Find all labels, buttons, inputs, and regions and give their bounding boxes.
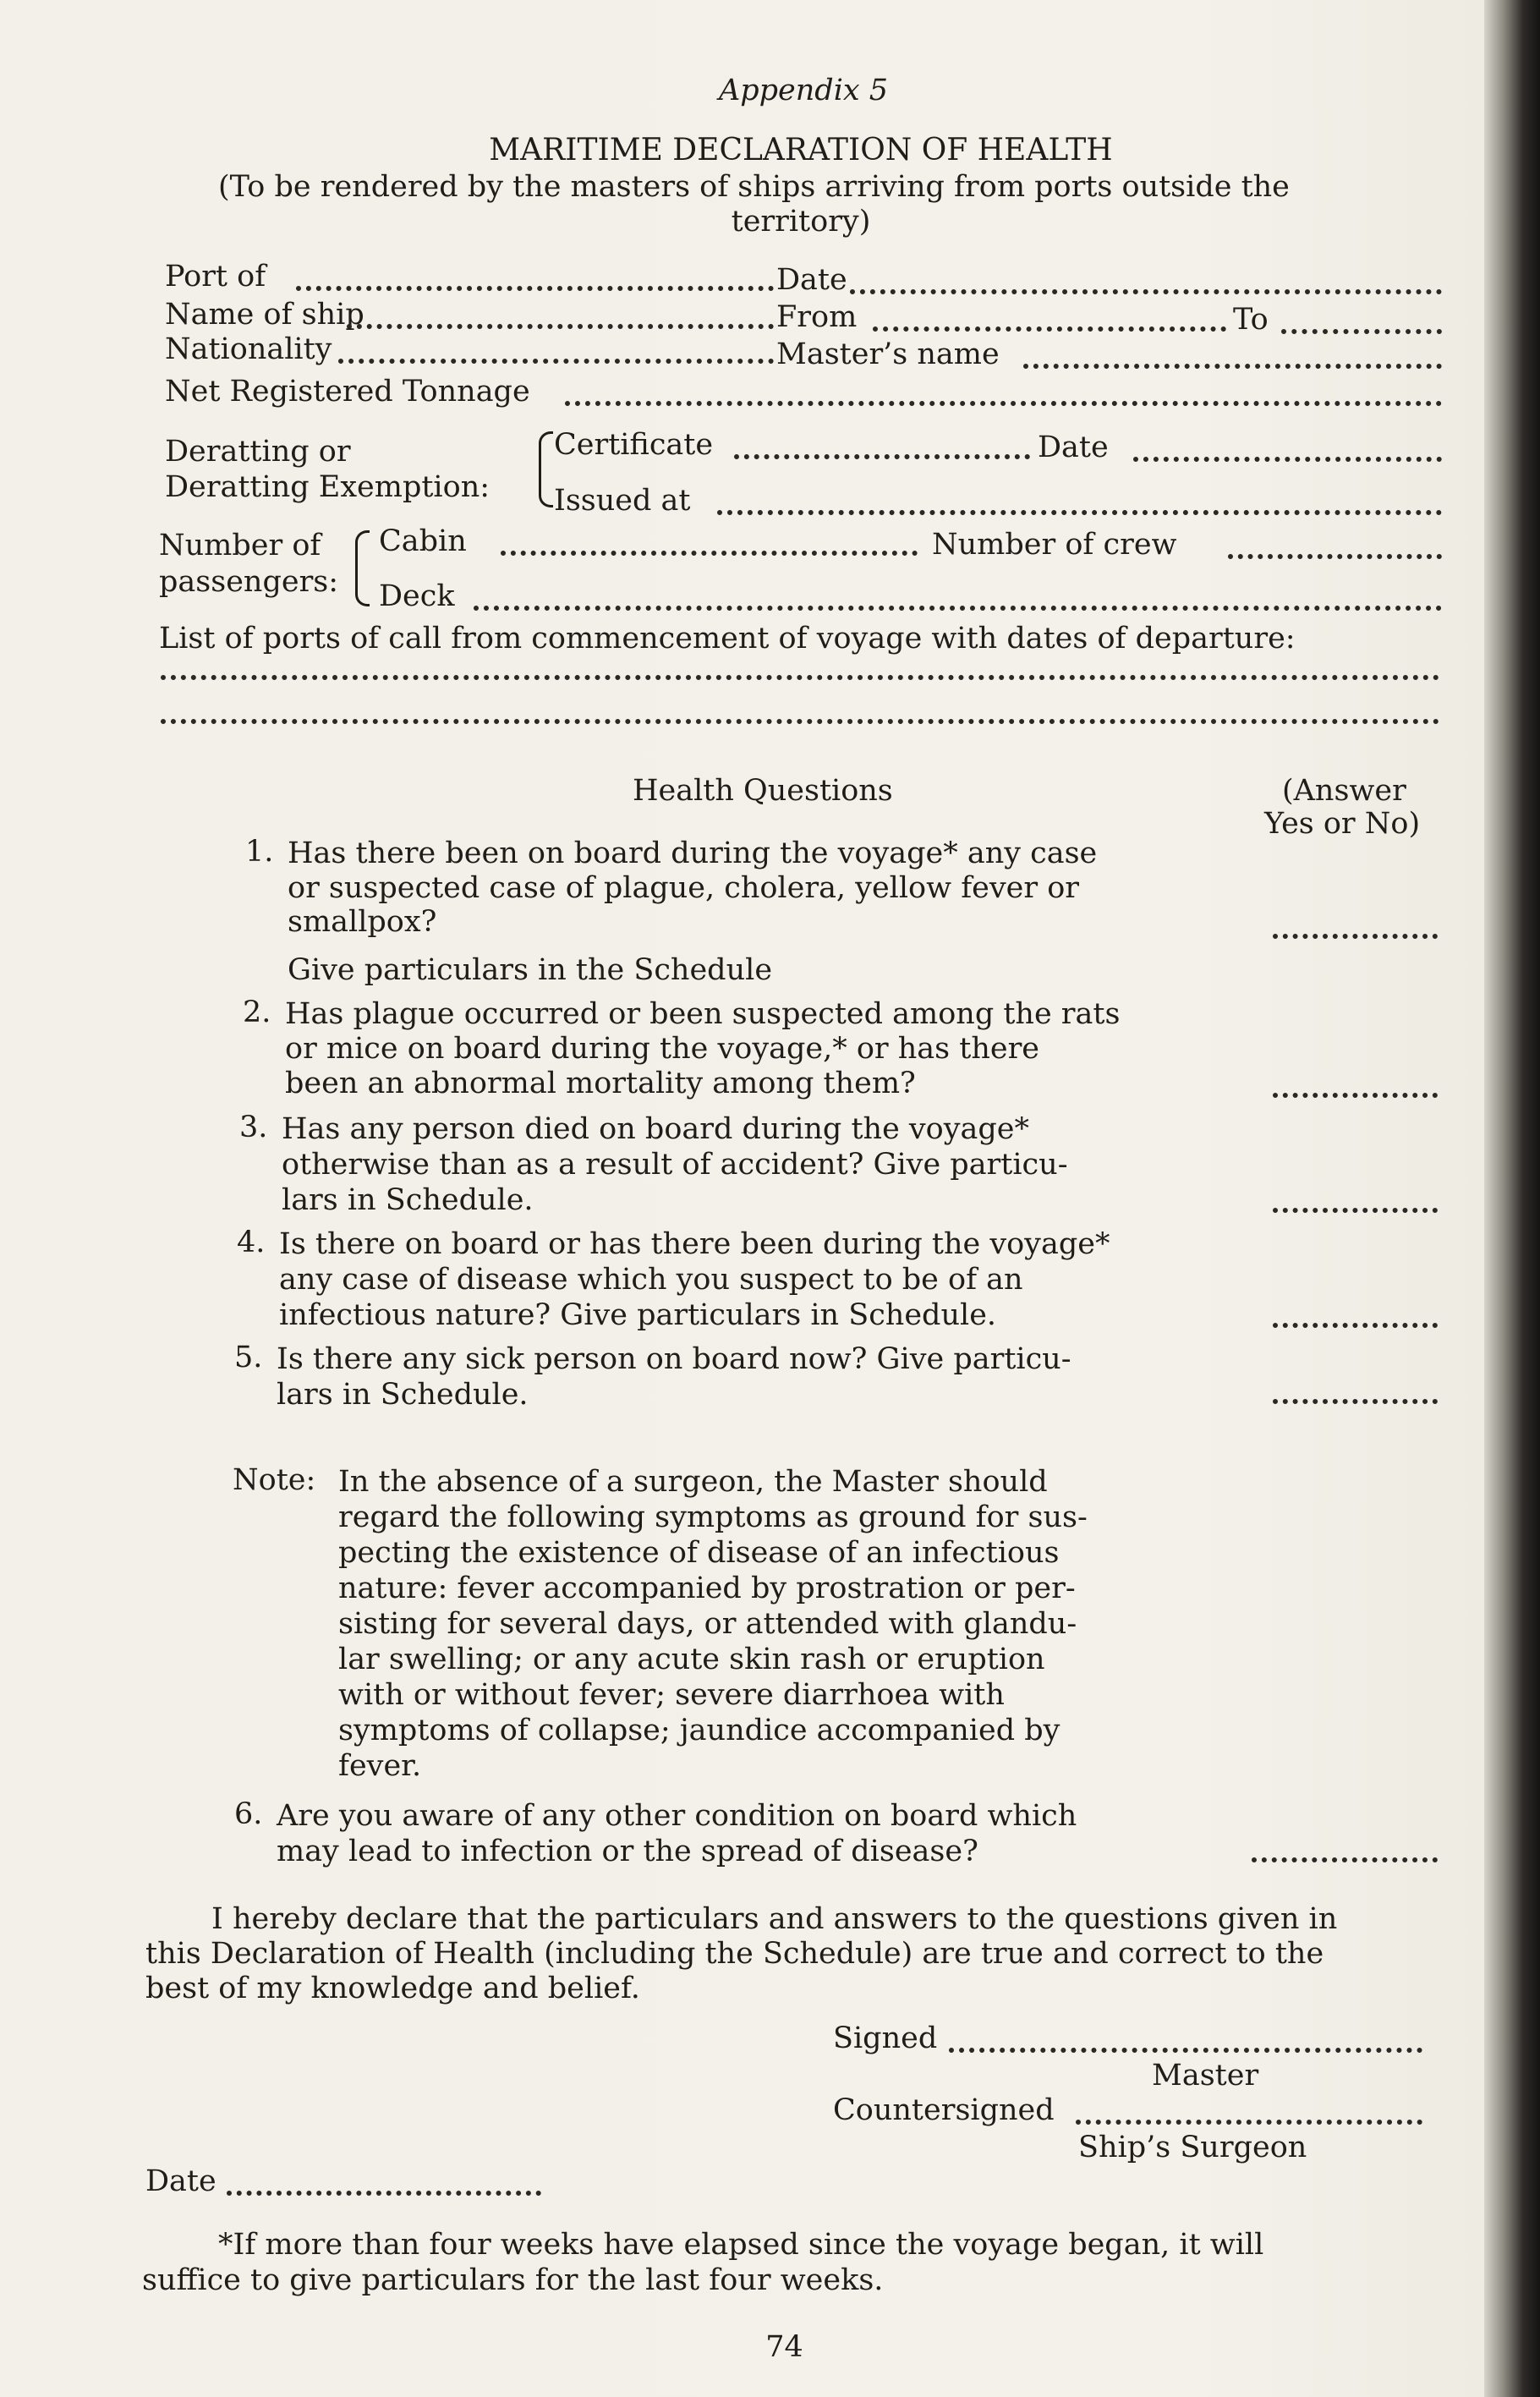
passengers-brace <box>355 530 370 606</box>
question-3-line-1: Has any person died on board during the voyage* <box>282 1112 1030 1146</box>
certificate-label: Certificate <box>554 428 714 462</box>
question-5-line-1: Is there any sick person on board now? Give particu- <box>277 1342 1071 1376</box>
note-line-8: symptoms of collapse; jaundice accompanied by <box>338 1714 1060 1747</box>
name-of-ship-label: Name of ship <box>165 298 364 332</box>
deratting-label-2: Deratting Exemption: <box>165 470 490 504</box>
question-2-line-1: Has plague occurred or been suspected among the rats <box>285 997 1121 1031</box>
book-spine <box>1484 0 1540 2397</box>
question-6-line-2: may lead to infection or the spread of disease? <box>277 1835 978 1868</box>
page-number: 74 <box>765 2330 803 2364</box>
question-3-line-2: otherwise than as a result of accident? Give particu- <box>282 1148 1068 1182</box>
ships-surgeon-label: Ship’s Surgeon <box>1078 2131 1307 2164</box>
ports-of-call-line-2[interactable] <box>161 717 1439 724</box>
signed-field[interactable] <box>949 2046 1422 2053</box>
masters-name-label: Master’s name <box>776 337 1000 371</box>
note-line-1: In the absence of a surgeon, the Master should <box>338 1465 1048 1499</box>
signed-label: Signed <box>833 2021 938 2055</box>
question-4-number: 4. <box>237 1226 266 1259</box>
date-label: Date <box>776 263 847 297</box>
net-tonnage-label: Net Registered Tonnage <box>165 375 530 409</box>
note-line-9: fever. <box>338 1749 422 1783</box>
number-of-crew-field[interactable] <box>1228 552 1442 559</box>
question-6-number: 6. <box>234 1797 263 1831</box>
ports-of-call-label: List of ports of call from commencement of voyage with dates of departure: <box>159 622 1296 655</box>
question-1-line-2: or suspected case of plague, cholera, yellow fever or <box>288 871 1080 905</box>
passengers-label-1: Number of <box>159 529 321 562</box>
question-5-answer-field[interactable] <box>1273 1397 1438 1404</box>
subtitle-line-2: territory) <box>731 205 871 239</box>
countersigned-label: Countersigned <box>833 2093 1055 2127</box>
note-label: Note: <box>233 1463 316 1497</box>
appendix-label: Appendix 5 <box>718 74 889 107</box>
cabin-label: Cabin <box>379 524 467 558</box>
question-1-answer-field[interactable] <box>1273 932 1438 939</box>
number-of-crew-label: Number of crew <box>932 528 1177 562</box>
certificate-date-label: Date <box>1038 431 1109 464</box>
note-line-4: nature: fever accompanied by prostration or per- <box>338 1571 1076 1605</box>
question-6-answer-field[interactable] <box>1252 1856 1438 1862</box>
nationality-label: Nationality <box>165 332 332 366</box>
question-4-line-3: infectious nature? Give particulars in Schedule. <box>279 1298 997 1332</box>
question-3-line-3: lars in Schedule. <box>282 1183 534 1217</box>
declaration-line-1: I hereby declare that the particulars and answers to the questions given in <box>211 1902 1338 1936</box>
note-line-7: with or without fever; severe diarrhoea with <box>338 1678 1005 1712</box>
deck-field[interactable] <box>474 604 1442 611</box>
issued-at-label: Issued at <box>554 484 691 518</box>
name-of-ship-field[interactable] <box>347 322 774 329</box>
question-3-answer-field[interactable] <box>1273 1206 1438 1213</box>
ports-of-call-line-1[interactable] <box>161 673 1439 680</box>
footnote-line-1: *If more than four weeks have elapsed since the voyage began, it will <box>218 2228 1264 2262</box>
question-2-line-3: been an abnormal mortality among them? <box>285 1067 916 1100</box>
question-1-line-1: Has there been on board during the voyage* any case <box>288 836 1098 870</box>
from-field[interactable] <box>873 325 1226 332</box>
declaration-date-label: Date <box>145 2164 216 2198</box>
from-label: From <box>776 300 858 334</box>
footnote-line-2: suffice to give particulars for the last four weeks. <box>142 2263 884 2297</box>
declaration-line-3: best of my knowledge and belief. <box>145 1972 640 2005</box>
subtitle-line-1: (To be rendered by the masters of ships arriving from ports outside the <box>218 170 1290 204</box>
question-2-line-2: or mice on board during the voyage,* or has there <box>285 1032 1040 1066</box>
countersigned-field[interactable] <box>1076 2118 1422 2125</box>
question-4-line-2: any case of disease which you suspect to be of an <box>279 1263 1023 1297</box>
masters-name-field[interactable] <box>1023 362 1442 369</box>
declaration-date-field[interactable] <box>227 2189 541 2196</box>
note-line-3: pecting the existence of disease of an infectious <box>338 1536 1060 1570</box>
question-4-line-1: Is there on board or has there been during the voyage* <box>279 1227 1110 1261</box>
question-4-answer-field[interactable] <box>1273 1321 1438 1328</box>
port-of-label: Port of <box>165 260 266 293</box>
net-tonnage-field[interactable] <box>565 399 1442 406</box>
declaration-line-2: this Declaration of Health (including the Schedule) are true and correct to the <box>145 1937 1324 1971</box>
deratting-label-1: Deratting or <box>165 435 351 469</box>
question-1-number: 1. <box>245 835 274 869</box>
note-line-6: lar swelling; or any acute skin rash or eruption <box>338 1643 1045 1676</box>
answer-heading-2: Yes or No) <box>1264 807 1421 841</box>
date-field[interactable] <box>850 288 1442 294</box>
issued-at-field[interactable] <box>717 508 1442 515</box>
question-5-line-2: lars in Schedule. <box>277 1378 529 1412</box>
question-2-answer-field[interactable] <box>1273 1091 1438 1098</box>
to-label: To <box>1233 303 1269 337</box>
question-3-number: 3. <box>239 1111 268 1144</box>
question-6-line-1: Are you aware of any other condition on board which <box>277 1799 1077 1833</box>
deratting-brace <box>539 431 553 507</box>
passengers-label-2: passengers: <box>159 565 339 599</box>
to-field[interactable] <box>1281 327 1442 334</box>
nationality-field[interactable] <box>338 357 774 364</box>
certificate-field[interactable] <box>734 453 1030 459</box>
question-1-line-3: smallpox? <box>288 905 437 939</box>
master-label: Master <box>1152 2059 1259 2093</box>
certificate-date-field[interactable] <box>1133 455 1442 462</box>
cabin-field[interactable] <box>501 549 918 556</box>
port-of-field[interactable] <box>296 284 774 291</box>
question-2-number: 2. <box>243 996 271 1029</box>
note-line-2: regard the following symptoms as ground for sus- <box>338 1500 1088 1534</box>
question-5-number: 5. <box>234 1341 263 1374</box>
question-1-line-4: Give particulars in the Schedule <box>288 953 773 987</box>
answer-heading-1: (Answer <box>1282 774 1406 808</box>
deck-label: Deck <box>379 579 455 613</box>
document-title: MARITIME DECLARATION OF HEALTH <box>489 133 1113 167</box>
health-questions-heading: Health Questions <box>633 774 893 808</box>
note-line-5: sisting for several days, or attended with glandu- <box>338 1607 1077 1641</box>
